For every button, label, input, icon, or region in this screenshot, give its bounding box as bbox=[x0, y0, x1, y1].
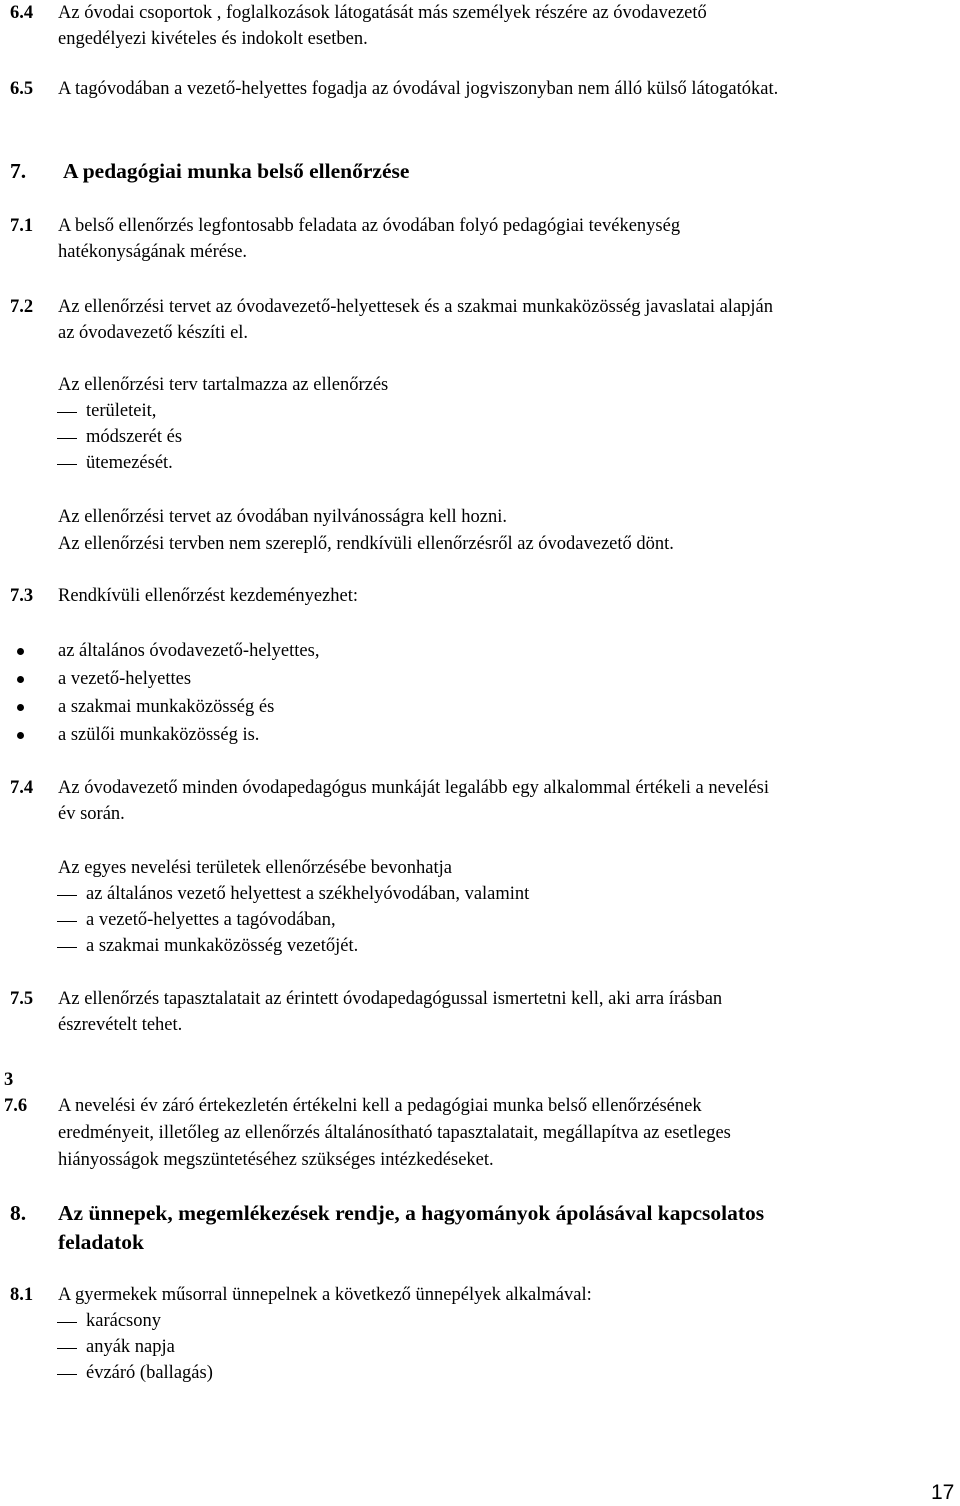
list-item: évzáró (ballagás) bbox=[86, 1363, 213, 1383]
paragraph-line: Az ellenőrzési tervet az óvodában nyilvánosságra kell hozni. bbox=[58, 507, 507, 527]
dash-marker bbox=[57, 1322, 77, 1323]
list-item: módszerét és bbox=[86, 427, 183, 447]
paragraph-line: Az ellenőrzési tervben nem szereplő, rendkívüli ellenőrzésről az óvodavezető dönt. bbox=[58, 534, 674, 554]
dash-marker bbox=[57, 1348, 77, 1349]
heading-title: A pedagógiai munka belső ellenőrzése bbox=[63, 159, 410, 183]
list-item: a szakmai munkaközösség és bbox=[58, 697, 275, 717]
section-number: 7.2 bbox=[10, 297, 34, 317]
section-number: 7.4 bbox=[10, 778, 34, 798]
dash-marker bbox=[57, 895, 77, 896]
paragraph-line: Az óvodai csoportok , foglalkozások látogatását más személyek részére az óvodavezető bbox=[58, 3, 707, 23]
list-item: a vezető-helyettes bbox=[58, 669, 192, 689]
list-item: a szakmai munkaközösség vezetőjét. bbox=[86, 936, 359, 956]
bullet-marker bbox=[17, 676, 24, 683]
section-number: 7.1 bbox=[10, 216, 34, 236]
heading-title: feladatok bbox=[58, 1230, 144, 1254]
bullet-marker bbox=[17, 732, 24, 739]
paragraph-line: Rendkívüli ellenőrzést kezdeményezhet: bbox=[58, 586, 358, 606]
bullet-marker bbox=[17, 648, 24, 655]
paragraph-line: engedélyezi kivételes és indokolt esetben. bbox=[58, 29, 368, 49]
paragraph-line: eredményeit, illetőleg az ellenőrzés általánosítható tapasztalatait, megállapítva az esetleges bbox=[58, 1123, 731, 1143]
dash-marker bbox=[57, 412, 77, 413]
paragraph-line: észrevételt tehet. bbox=[58, 1015, 183, 1035]
paragraph-line: Az ellenőrzés tapasztalatait az érintett óvodapedagógussal ismertetni kell, aki arra írásban bbox=[58, 989, 723, 1009]
paragraph-line: A belső ellenőrzés legfontosabb feladata az óvodában folyó pedagógiai tevékenység bbox=[58, 216, 681, 236]
dash-marker bbox=[57, 921, 77, 922]
list-intro: Az egyes nevelési területek ellenőrzésébe bevonhatja bbox=[58, 858, 452, 878]
list-item: a vezető-helyettes a tagóvodában, bbox=[86, 910, 336, 930]
section-number: 7.3 bbox=[10, 586, 34, 606]
list-item: ütemezését. bbox=[86, 453, 173, 473]
section-number: 7.6 bbox=[4, 1096, 28, 1116]
dash-marker bbox=[57, 947, 77, 948]
paragraph-line: Az óvodavezető minden óvodapedagógus munkáját legalább egy alkalommal értékeli a nevelési bbox=[58, 778, 769, 798]
paragraph-line: A gyermekek műsorral ünnepelnek a következő ünnepélyek alkalmával: bbox=[58, 1285, 592, 1305]
stray-number: 3 bbox=[4, 1070, 14, 1090]
section-number: 8.1 bbox=[10, 1285, 34, 1305]
dash-marker bbox=[57, 438, 77, 439]
paragraph-line: hatékonyságának mérése. bbox=[58, 242, 248, 262]
paragraph-line: A nevelési év záró értekezletén értékelni kell a pedagógiai munka belső ellenőrzésének bbox=[58, 1096, 702, 1116]
heading-number: 8. bbox=[10, 1201, 27, 1225]
heading-title: Az ünnepek, megemlékezések rendje, a hagyományok ápolásával kapcsolatos bbox=[58, 1201, 765, 1225]
paragraph-line: év során. bbox=[58, 804, 125, 824]
paragraph-line: hiányosságok megszüntetéséhez szükséges intézkedéseket. bbox=[58, 1150, 494, 1170]
list-item: karácsony bbox=[86, 1311, 161, 1331]
dash-marker bbox=[57, 464, 77, 465]
section-number: 6.5 bbox=[10, 79, 34, 99]
list-item: az általános óvodavezető-helyettes, bbox=[58, 641, 320, 661]
paragraph-line: az óvodavezető készíti el. bbox=[58, 323, 249, 343]
heading-number: 7. bbox=[10, 159, 27, 183]
list-item: területeit, bbox=[86, 401, 157, 421]
list-item: anyák napja bbox=[86, 1337, 175, 1357]
page-number: 17 bbox=[931, 1481, 955, 1504]
list-item: az általános vezető helyettest a székhelyóvodában, valamint bbox=[86, 884, 530, 904]
list-item: a szülői munkaközösség is. bbox=[58, 725, 260, 745]
dash-marker bbox=[57, 1374, 77, 1375]
bullet-marker bbox=[17, 704, 24, 711]
paragraph-line: Az ellenőrzési tervet az óvodavezető-helyettesek és a szakmai munkaközösség javaslatai alapján bbox=[58, 297, 774, 317]
list-intro: Az ellenőrzési terv tartalmazza az ellenőrzés bbox=[58, 375, 389, 395]
paragraph-line: A tagóvodában a vezető-helyettes fogadja az óvodával jogviszonyban nem álló külső látogatókat. bbox=[58, 79, 779, 99]
section-number: 6.4 bbox=[10, 3, 34, 23]
section-number: 7.5 bbox=[10, 989, 34, 1009]
